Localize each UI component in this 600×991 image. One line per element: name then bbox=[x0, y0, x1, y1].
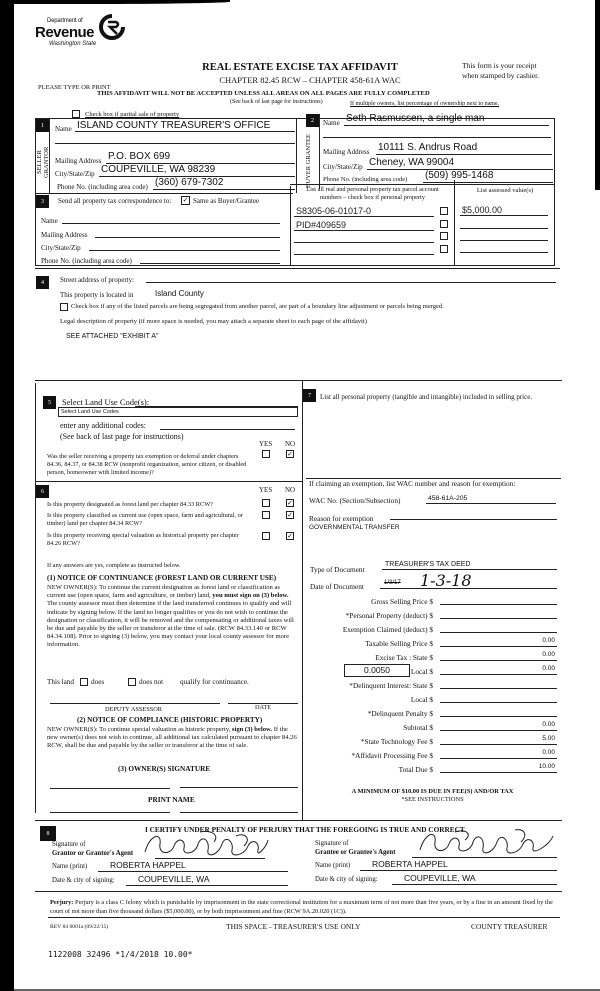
excise-local-field[interactable]: 0.00 bbox=[542, 665, 555, 672]
if-yes-note: If any answers are yes, complete as instructed below. bbox=[47, 562, 181, 569]
same-as-buyer-checkbox[interactable]: ✓ bbox=[182, 196, 189, 204]
personal-property-checkbox-1[interactable] bbox=[440, 207, 448, 215]
historical-no-checkbox[interactable]: ✓ bbox=[287, 532, 293, 540]
scan-border-top bbox=[0, 0, 230, 4]
personal-property-checkbox-2[interactable] bbox=[440, 220, 448, 228]
grantor-name-field[interactable]: ROBERTA HAPPEL bbox=[110, 860, 186, 870]
partial-sale-label: Check box if partial sale of property bbox=[85, 111, 180, 118]
located-in-value[interactable]: Island County bbox=[155, 289, 204, 298]
assessed-value-3[interactable] bbox=[460, 240, 548, 241]
delinquent-interest-local-label: Local $ bbox=[410, 695, 433, 704]
forest-land-question: Is this property designated as forest land per chapter 84.33 RCW? bbox=[47, 501, 213, 508]
certify-statement: I CERTIFY UNDER PENALTY OF PERJURY THAT THE FOREGOING IS TRUE AND CORRECT. bbox=[145, 825, 467, 834]
grantee-name-field[interactable]: ROBERTA HAPPEL bbox=[372, 859, 448, 869]
notice-continuance-body: NEW OWNER(S): To continue the current designation as forest land or classification as current use (open space, farm and agriculture, or timber) land, you must sign on (3) below. The county assessor must then determine if the land transferred continues to qualify and will indicate by signing below. If the land no longer qualifies or you do not wish to continue the designation or classification, it will be removed and the compensating or additional taxes will be due and payable by the seller or transferor at the time of sale. (RCW 84.33.140 or RCW 84.34.108). Prior to signing (3) below, you may contact your local county assessor for more information. bbox=[47, 584, 294, 649]
corr-city-field[interactable] bbox=[89, 250, 280, 251]
land-use-select[interactable]: Select Land Use Codes bbox=[58, 407, 298, 417]
grantee-date-city-field[interactable]: COUPEVILLE, WA bbox=[404, 873, 476, 883]
parcels-header: List all real and personal property tax parcel account numbers – check box if personal property bbox=[306, 186, 439, 201]
does-not-label: does not bbox=[139, 678, 164, 686]
perjury-notice: Perjury: Perjury is a class C felony which is punishable by imprisonment in the state correctional institution for a maximum term of not more than five years, or by a fine in an amount fixed by the court of not more than five thousand dollars ($5,000.00), or by both imprisonment and fine (RCW 9A.20.020 (1C)). bbox=[50, 899, 553, 915]
receipt-note-2: when stamped by cashier. bbox=[462, 71, 540, 80]
seller-name-label: Name bbox=[55, 125, 72, 133]
owner-print-name-field-2[interactable] bbox=[180, 812, 298, 813]
grantor-date-city-field[interactable]: COUPEVILLE, WA bbox=[138, 874, 210, 884]
land-does-not-checkbox[interactable] bbox=[128, 678, 136, 686]
wac-label: WAC No. (Section/Subsection) bbox=[309, 496, 401, 505]
state-technology-fee-label: *State Technology Fee $ bbox=[360, 737, 433, 746]
county-treasurer-label: COUNTY TREASURER bbox=[471, 922, 548, 931]
street-address-label: Street address of property: bbox=[60, 276, 135, 284]
assessed-value-1[interactable]: $5,000.00 bbox=[462, 205, 503, 215]
land-use-see-back: (See back of last page for instructions) bbox=[60, 432, 184, 441]
current-use-no-checkbox[interactable]: ✓ bbox=[287, 511, 293, 519]
receipt-note: This form is your receipt bbox=[462, 61, 537, 70]
exemption-intro: If claiming an exemption, list WAC number and reason for exemption: bbox=[309, 479, 516, 488]
qualify-label: qualify for continuance. bbox=[180, 678, 249, 686]
section-7-badge: 7 bbox=[303, 389, 316, 402]
land-does-checkbox[interactable] bbox=[80, 678, 88, 686]
grantor-sig-label-2: Grantor or Grantor's Agent bbox=[52, 850, 134, 857]
personal-property-label: List all personal property (tangible and intangible) included in selling price. bbox=[320, 393, 533, 401]
delinquent-penalty-label: *Delinquent Penalty $ bbox=[367, 709, 433, 718]
exemption-yes-checkbox[interactable] bbox=[262, 450, 270, 458]
grantor-date-city-label: Date & city of signing: bbox=[52, 877, 115, 884]
grantee-date-city-label: Date & city of signing: bbox=[315, 876, 378, 883]
subtotal-field[interactable]: 0.00 bbox=[542, 721, 555, 728]
personal-property-deduct-label: *Personal Property (deduct) $ bbox=[345, 611, 433, 620]
corr-address-label: Mailing Address bbox=[41, 231, 88, 239]
affidavit-processing-fee-label: *Affidavit Processing Fee $ bbox=[351, 751, 433, 760]
owner-print-name-field-1[interactable] bbox=[50, 812, 170, 813]
current-use-yes-checkbox[interactable] bbox=[262, 511, 270, 519]
grantee-sig-label-2: Grantee or Grantee's Agent bbox=[315, 849, 396, 856]
grantee-sig-label: Signature of bbox=[315, 840, 349, 847]
subtotal-label: Subtotal $ bbox=[403, 723, 433, 732]
excise-local-label: Local $ bbox=[410, 667, 433, 676]
yes-header-6: YES bbox=[259, 486, 273, 494]
seller-address-field[interactable]: P.O. BOX 699 bbox=[108, 151, 171, 162]
buyer-name-label: Name bbox=[323, 119, 340, 127]
corr-phone-field[interactable] bbox=[140, 263, 280, 264]
seller-grantor-label: SELLER GRANTOR bbox=[36, 146, 50, 178]
form-revision: REV 84 0001a (09/22/15) bbox=[50, 924, 109, 930]
assessed-header: List assessed value(s) bbox=[476, 187, 534, 194]
form-title: REAL ESTATE EXCISE TAX AFFIDAVIT bbox=[202, 62, 398, 73]
taxable-selling-price-label: Taxable Selling Price $ bbox=[365, 639, 433, 648]
buyer-city-label: City/State/Zip bbox=[323, 163, 363, 171]
excise-state-label: Excise Tax : State $ bbox=[375, 653, 433, 662]
grantee-name-label: Name (print) bbox=[315, 862, 351, 869]
gross-selling-price-label: Gross Selling Price $ bbox=[371, 597, 433, 606]
parcel-number-2[interactable]: PID#409659 bbox=[296, 220, 347, 230]
assessed-value-2[interactable] bbox=[460, 228, 548, 229]
doc-date-struck: 1/3/17 bbox=[384, 580, 401, 586]
owner-signature-field-1[interactable] bbox=[50, 788, 170, 789]
historical-question: Is this property receiving special valuation as historical property per chapter 84.26 RCW? bbox=[47, 532, 239, 547]
total-due-label: Total Due $ bbox=[398, 765, 433, 774]
print-name-label: PRINT NAME bbox=[148, 795, 195, 804]
owner-signature-title: (3) OWNER(S) SIGNATURE bbox=[118, 764, 211, 773]
personal-property-checkbox-4[interactable] bbox=[440, 245, 448, 253]
doc-date-field[interactable]: 1-3-18 bbox=[420, 571, 472, 590]
scan-border-right bbox=[595, 0, 600, 190]
date-label: DATE bbox=[255, 704, 272, 711]
grantor-signature[interactable] bbox=[140, 828, 270, 862]
yes-header-5: YES bbox=[259, 440, 273, 448]
section-3-badge: 3 bbox=[36, 195, 49, 208]
affidavit-processing-fee-field[interactable]: 0.00 bbox=[542, 749, 555, 756]
seller-phone-field[interactable]: (360) 679-7302 bbox=[155, 177, 224, 188]
buyer-phone-label: Phone No. (including area code) bbox=[323, 176, 408, 183]
located-in-label: This property is located in bbox=[60, 291, 134, 299]
section-8-badge: 8 bbox=[40, 826, 56, 841]
no-header-6: NO bbox=[285, 486, 296, 494]
section-6-badge: 6 bbox=[36, 485, 49, 498]
owner-signature-field-2[interactable] bbox=[180, 787, 298, 788]
dor-logo-icon bbox=[99, 14, 125, 40]
reason-label: Reason for exemption bbox=[309, 514, 374, 523]
corr-name-label: Name bbox=[41, 217, 58, 225]
treasurer-use-label: THIS SPACE - TREASURER'S USE ONLY bbox=[226, 922, 361, 931]
state-technology-fee-field[interactable]: 5.00 bbox=[542, 735, 555, 742]
correspondence-label: Send all property tax correspondence to: bbox=[58, 197, 172, 205]
personal-property-checkbox-3[interactable] bbox=[440, 232, 448, 240]
acceptance-warning: THIS AFFIDAVIT WILL NOT BE ACCEPTED UNLESS ALL AREAS ON ALL PAGES ARE FULLY COMPLETED bbox=[97, 90, 430, 97]
scan-border-left bbox=[0, 0, 14, 991]
street-address-field[interactable] bbox=[146, 282, 556, 283]
deputy-assessor-label: DEPUTY ASSESSOR bbox=[105, 706, 162, 713]
grantee-signature[interactable] bbox=[415, 826, 555, 860]
section-4-badge: 4 bbox=[36, 276, 49, 289]
wac-field[interactable]: 458-61A-205 bbox=[428, 495, 468, 502]
buyer-name-field[interactable]: Seth Rasmussen, a single man bbox=[346, 113, 485, 124]
legal-description-value[interactable]: SEE ATTACHED "EXHIBIT A" bbox=[66, 333, 159, 340]
legal-description-label: Legal description of property (if more space is needed, you may attach a separate sheet to each page of the affidavit) bbox=[60, 318, 367, 325]
reason-field[interactable]: GOVERNMENTAL TRANSFER bbox=[309, 524, 400, 531]
exemption-no-checkbox[interactable]: ✓ bbox=[287, 450, 293, 458]
seller-city-label: City/State/Zip bbox=[55, 170, 95, 178]
taxable-selling-price-field[interactable]: 0.00 bbox=[542, 637, 555, 644]
buyer-phone-field[interactable]: (509) 995-1468 bbox=[425, 170, 494, 181]
deputy-assessor-field[interactable] bbox=[50, 703, 220, 704]
land-use-label: Select Land Use Code(s): bbox=[62, 397, 150, 407]
current-use-question: Is this property classified as current use (open space, farm and agricultural, or timber) land per chapter 84.34 RCW? bbox=[47, 512, 243, 527]
total-due-field[interactable]: 10.00 bbox=[538, 763, 555, 770]
additional-codes-label: enter any additional codes: bbox=[60, 421, 146, 430]
delinquent-interest-state-label: *Delinquent Interest: State $ bbox=[349, 681, 433, 690]
forest-yes-checkbox[interactable] bbox=[262, 499, 270, 507]
segregated-checkbox[interactable] bbox=[60, 303, 68, 311]
section-1-badge: 1 bbox=[36, 119, 49, 132]
does-label: does bbox=[91, 678, 105, 686]
doc-type-label: Type of Document bbox=[310, 565, 365, 574]
parcel-number-1[interactable]: S8305-06-01017-0 bbox=[296, 206, 372, 216]
dor-logo: Department of Revenue Washington State bbox=[35, 14, 130, 60]
corr-address-field[interactable] bbox=[95, 237, 280, 238]
excise-state-field[interactable]: 0.00 bbox=[542, 651, 555, 658]
form-subtitle: CHAPTER 82.45 RCW – CHAPTER 458-61A WAC bbox=[219, 75, 401, 85]
seller-phone-label: Phone No. (including area code) bbox=[57, 183, 148, 191]
notice-continuance-title: (1) NOTICE OF CONTINUANCE (FOREST LAND OR CURRENT USE) bbox=[47, 574, 277, 582]
grantor-sig-label: Signature of bbox=[52, 841, 86, 848]
grantor-name-label: Name (print) bbox=[52, 863, 88, 870]
partial-sale-checkbox[interactable] bbox=[72, 110, 80, 118]
minimum-due-note: A MINIMUM OF $10.00 IS DUE IN FEE(S) AND/OR TAX bbox=[351, 788, 514, 795]
notice-compliance-body: NEW OWNER(S): To continue special valuation as historic property, sign (3) below. If the new owner(s) does not wish to continue, all additional tax calculated pursuant to chapter 84.26 RCW, shall be due and payable by the seller or transferor at the time of sale. bbox=[47, 726, 297, 749]
exemption-claimed-label: Exemption Claimed (deduct) $ bbox=[342, 625, 433, 634]
see-instructions-note: *SEE INSTRUCTIONS bbox=[401, 796, 464, 803]
local-rate-field[interactable]: 0.0050 bbox=[344, 664, 410, 677]
section-2-badge: 2 bbox=[306, 114, 319, 127]
doc-date-label: Date of Document bbox=[310, 582, 364, 591]
doc-type-field[interactable]: TREASURER'S TAX DEED bbox=[385, 561, 471, 568]
this-land-label: This land bbox=[47, 678, 74, 686]
parcel-number-3[interactable] bbox=[294, 242, 434, 243]
no-header-5: NO bbox=[285, 440, 296, 448]
treasurer-stamp: 1122008 32496 *1/4/2018 10.00* bbox=[48, 950, 193, 959]
buyer-address-label: Mailing Address bbox=[323, 148, 370, 156]
see-back-note: (See back of last page for instructions) bbox=[230, 99, 323, 105]
multiple-owners-note: If multiple owners, list percentage of ownership next to name. bbox=[350, 101, 500, 107]
section-5-badge: 5 bbox=[43, 396, 56, 409]
forest-no-checkbox[interactable]: ✓ bbox=[287, 499, 293, 507]
seller-address-label: Mailing Address bbox=[55, 157, 102, 165]
buyer-grantee-label: BUYER GRANTEE bbox=[305, 134, 312, 188]
historical-yes-checkbox[interactable] bbox=[262, 532, 270, 540]
seller-city-field[interactable]: COUPEVILLE, WA 98239 bbox=[101, 164, 216, 175]
same-as-buyer-label: Same as Buyer/Grantee bbox=[193, 197, 260, 205]
segregated-label: Check box if any of the listed parcels are being segregated from another parcel, are part of a boundary line adjustment or parcels being merged. bbox=[71, 303, 444, 310]
buyer-address-field[interactable]: 10111 S. Andrus Road bbox=[378, 142, 478, 153]
corr-name-field[interactable] bbox=[62, 223, 280, 224]
parcel-number-4[interactable] bbox=[294, 254, 434, 255]
seller-name-field[interactable]: ISLAND COUNTY TREASURER'S OFFICE bbox=[77, 120, 271, 131]
corr-city-label: City/State/Zip bbox=[41, 244, 81, 252]
additional-codes-field[interactable] bbox=[160, 429, 295, 430]
corr-phone-label: Phone No. (including area code) bbox=[41, 257, 132, 265]
assessed-value-4[interactable] bbox=[460, 252, 548, 253]
exemption-question: Was the seller receiving a property tax exemption or deferral under chapters 84.36, 84.37, or 84.38 RCW (nonprofit organization, senior citizen, or disabled person, homeowner with limited income)? bbox=[47, 453, 247, 476]
buyer-city-field[interactable]: Cheney, WA 99004 bbox=[369, 157, 455, 168]
type-print-note: PLEASE TYPE OR PRINT bbox=[38, 84, 111, 91]
notice-compliance-title: (2) NOTICE OF COMPLIANCE (HISTORIC PROPERTY) bbox=[77, 716, 263, 724]
